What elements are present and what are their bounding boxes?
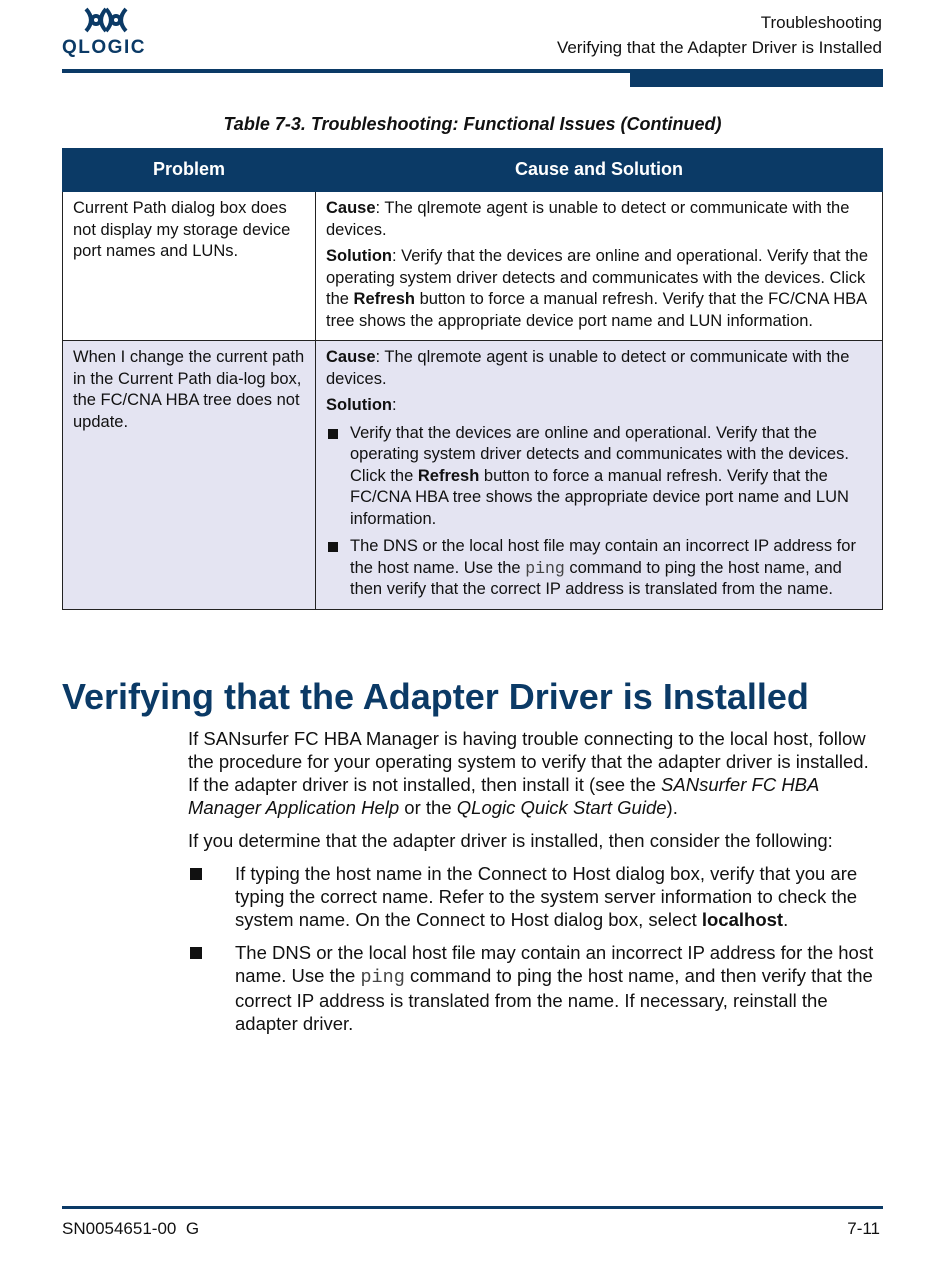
cause-paragraph: Cause: The qlremote agent is unable to detect or communicate with the devices. (326, 348, 850, 388)
solution-paragraph: Solution: Verify that the devices are online and operational. Verify that the operating system driver detects and communicates with the devices. Click the Refresh button to force a manual refresh. Verify that the FC/CNA HBA tree shows the appropriate device port name and LUN information. (326, 247, 869, 330)
list-item: The DNS or the local host file may contain an incorrect IP address for the host name. Use the ping command to ping the host name, and then verify that the correct IP address is translated from the name. If necessary, reinstall the adapter driver. (188, 941, 883, 1035)
page-number: 7-11 (847, 1219, 880, 1238)
list-item: Verify that the devices are online and operational. Verify that the operating system driver detects and communicates with the devices. Click the Refresh button to force a manual refresh. Verify that the FC/CNA HBA tree shows the appropriate device port name and LUN information. (326, 423, 872, 531)
square-bullet-icon (328, 429, 338, 439)
column-header-problem: Problem (63, 149, 316, 192)
header-rule-block (630, 69, 883, 87)
header-section: Troubleshooting (760, 13, 882, 32)
running-header (557, 10, 882, 60)
cause-paragraph: Cause: The qlremote agent is unable to detect or communicate with the devices. (326, 199, 850, 239)
header-subsection: Verifying that the Adapter Driver is Installed (556, 38, 882, 57)
solution-list (326, 423, 872, 601)
problem-cell: When I change the current path in the Current Path dia-log box, the FC/CNA HBA tree does not update. (63, 341, 316, 610)
section-body (188, 727, 883, 1045)
troubleshooting-table (62, 148, 883, 610)
cause-solution-cell (316, 192, 883, 341)
square-bullet-icon (190, 868, 202, 880)
list-item: The DNS or the local host file may contain an incorrect IP address for the host name. Use the ping command to ping the host name, and then verify that the correct IP address is translated from the name. (326, 536, 872, 601)
section-title: Verifying that the Adapter Driver is Installed (62, 676, 809, 717)
solution-heading: Solution: (326, 396, 397, 414)
logo-text: QLOGIC (62, 37, 146, 58)
checklist (188, 862, 883, 1035)
problem-cell: Current Path dialog box does not display my storage device port names and LUNs. (63, 192, 316, 341)
lead-paragraph: If you determine that the adapter driver is installed, then consider the following: (188, 830, 833, 851)
table-row (63, 341, 883, 610)
list-item: If typing the host name in the Connect to Host dialog box, verify that you are typing the correct name. Refer to the system server information to check the system name. On the Connect to Host dialog box, select localhost. (188, 862, 883, 931)
table-row (63, 192, 883, 341)
document-id: SN0054651-00 G (62, 1219, 200, 1238)
square-bullet-icon (190, 947, 202, 959)
table-caption: Table 7-3. Troubleshooting: Functional Issues (Continued) (223, 114, 722, 134)
cause-solution-cell (316, 341, 883, 610)
intro-paragraph: If SANsurfer FC HBA Manager is having trouble connecting to the local host, follow the procedure for your operating system to verify that the adapter driver is installed. If the adapter driver is not installed, then install it (see the SANsurfer FC HBA Manager Application Help or the QLogic Quick Start Guide). (188, 728, 869, 818)
column-header-cause: Cause and Solution (316, 149, 883, 192)
table-header-row (63, 149, 883, 192)
square-bullet-icon (328, 542, 338, 552)
footer-rule (62, 1206, 883, 1209)
